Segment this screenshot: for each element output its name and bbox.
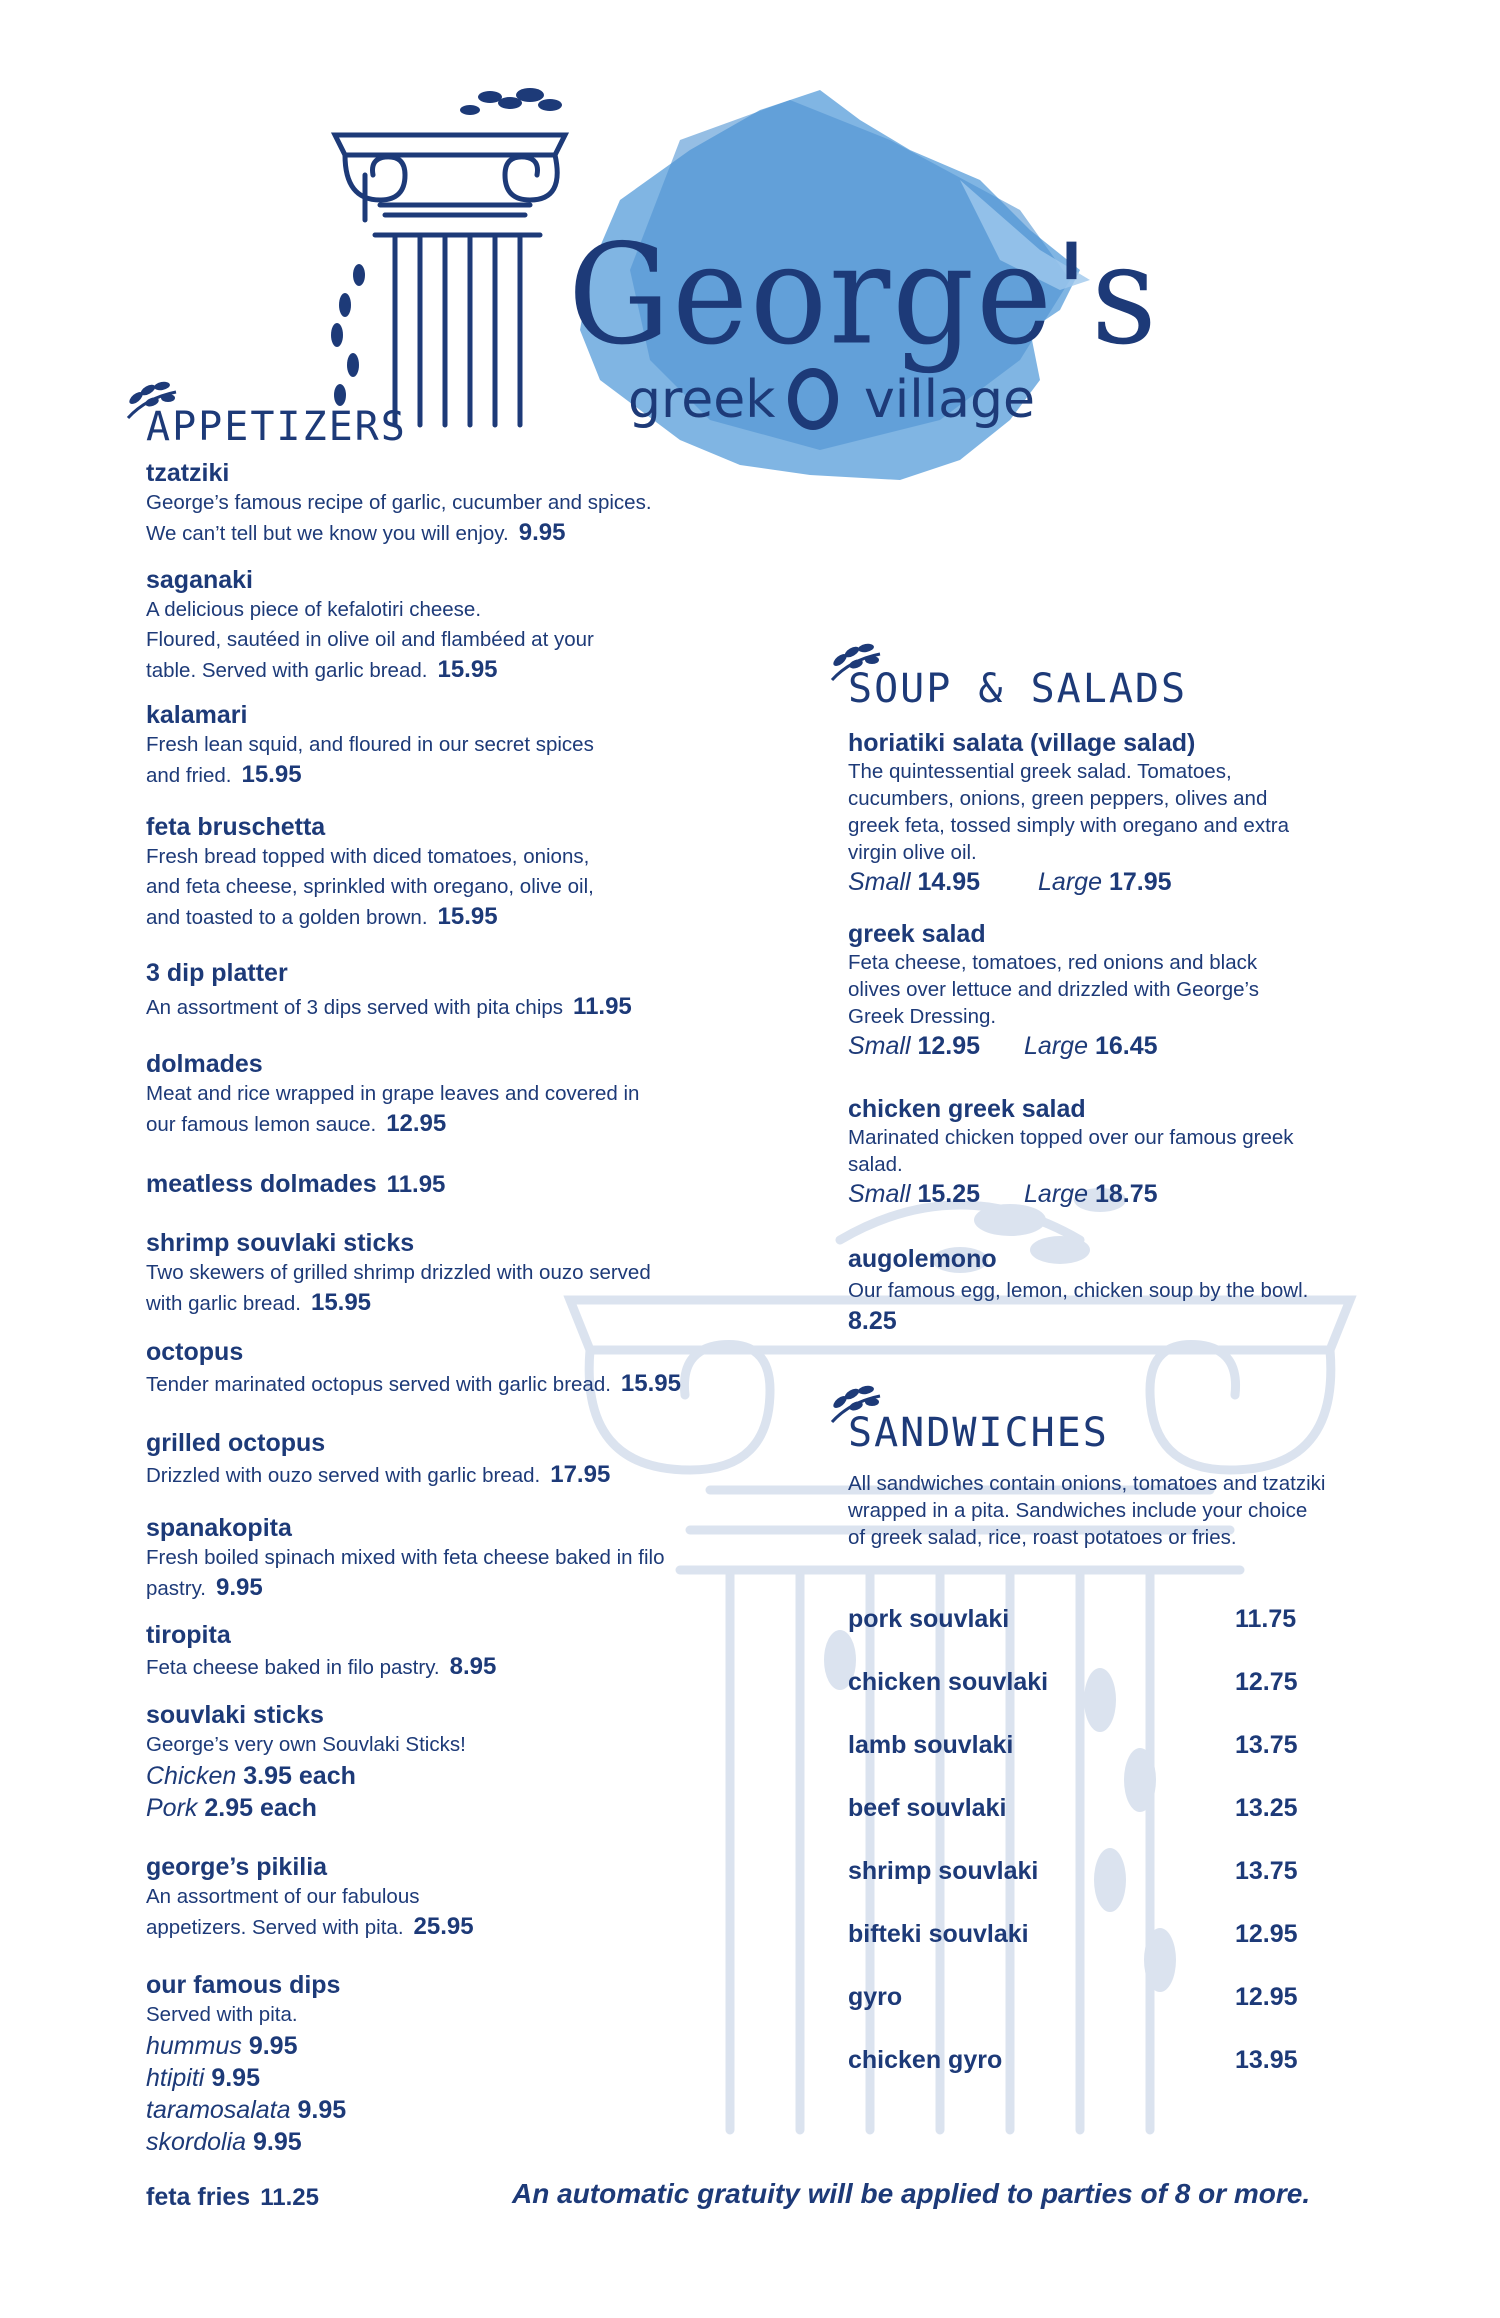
ionic-column-icon: [325, 75, 585, 435]
item-name: george’s pikilia: [146, 1853, 328, 1881]
item-desc: salad.: [848, 1153, 903, 1176]
item-desc: An assortment of 3 dips served with pita chips: [146, 996, 564, 1019]
sandwich-name: gyro: [848, 1983, 903, 2011]
option-label: Chicken: [146, 1762, 237, 1790]
sandwich-row: [848, 2046, 1298, 2082]
item-desc: virgin olive oil.: [848, 841, 977, 864]
menu-item-kalamari: [146, 700, 594, 791]
item-desc: Fresh boiled spinach mixed with feta cheese baked in filo: [146, 1546, 665, 1569]
item-price: 11.25: [260, 2184, 319, 2211]
size-label: Small: [848, 1180, 911, 1208]
item-name: feta fries: [146, 2183, 251, 2211]
sandwich-name: pork souvlaki: [848, 1605, 1010, 1633]
restaurant-name: George's: [568, 215, 1159, 376]
restaurant-subtitle-greek: greek: [628, 370, 776, 430]
item-desc: Two skewers of grilled shrimp drizzled with ouzo served: [146, 1261, 651, 1284]
item-name: saganaki: [146, 566, 254, 594]
sandwich-name: bifteki souvlaki: [848, 1920, 1029, 1948]
item-name: tiropita: [146, 1621, 231, 1649]
sandwich-name: chicken gyro: [848, 2046, 1003, 2074]
dip-price: 9.95: [297, 2096, 347, 2124]
dip-name: htipiti: [146, 2064, 205, 2092]
sandwiches-intro: [848, 1470, 1325, 1551]
menu-item-tiropita: [146, 1620, 496, 1683]
menu-item-3-dip-platter: [146, 958, 632, 1023]
item-price: 11.95: [386, 1171, 446, 1198]
sandwich-name: beef souvlaki: [848, 1794, 1007, 1822]
item-desc: Feta cheese, tomatoes, red onions and black: [848, 951, 1258, 974]
sandwich-row: [848, 1857, 1298, 1893]
section-desc: All sandwiches contain onions, tomatoes and tzatziki: [848, 1472, 1326, 1495]
dip-price: 9.95: [248, 2032, 298, 2060]
item-desc: Our famous egg, lemon, chicken soup by the bowl.: [848, 1279, 1309, 1302]
size-label: Large: [1024, 1180, 1088, 1208]
dip-name: taramosalata: [146, 2096, 291, 2124]
menu-item-saganaki: [146, 565, 594, 686]
item-price: 17.95: [550, 1461, 611, 1488]
item-price: 9.95: [216, 1574, 263, 1601]
item-desc: We can’t tell but we know you will enjoy.: [146, 522, 509, 545]
size-price: 18.75: [1094, 1180, 1158, 1208]
size-label: Large: [1038, 868, 1102, 896]
sandwich-price: 13.95: [1235, 2046, 1298, 2074]
sandwich-row: [848, 1920, 1298, 1956]
restaurant-subtitle-village: village: [864, 370, 1035, 430]
item-desc: Tender marinated octopus served with garlic bread.: [146, 1373, 611, 1396]
item-name: 3 dip platter: [146, 959, 288, 987]
item-desc: Fresh lean squid, and floured in our secret spices: [146, 733, 594, 756]
menu-item-shrimp-souvlaki-sticks: [146, 1228, 651, 1319]
size-label: Small: [848, 868, 911, 896]
section-desc: of greek salad, rice, roast potatoes or fries.: [848, 1526, 1237, 1549]
gratuity-note: An automatic gratuity will be applied to parties of 8 or more.: [512, 2178, 1311, 2209]
sandwich-row: [848, 1731, 1298, 1767]
size-price: 15.25: [917, 1180, 981, 1208]
menu-item-dolmades: [146, 1049, 639, 1140]
item-price: 15.95: [620, 1370, 681, 1397]
menu-item-feta-bruschetta: [146, 812, 594, 933]
section-desc: wrapped in a pita. Sandwiches include your choice: [848, 1499, 1308, 1522]
item-price: 8.95: [449, 1653, 497, 1680]
size-price: 17.95: [1108, 868, 1172, 896]
menu-item-grilled-octopus: [146, 1428, 610, 1491]
menu-item-tzatziki: [146, 458, 652, 549]
size-label: Small: [848, 1032, 911, 1060]
sandwich-price: 11.75: [1235, 1605, 1297, 1633]
sandwich-price: 12.95: [1235, 1920, 1298, 1948]
menu-item-spanakopita: [146, 1513, 665, 1604]
item-name: souvlaki sticks: [146, 1701, 324, 1729]
sandwich-row: [848, 1983, 1298, 2019]
item-price: 25.95: [413, 1913, 474, 1940]
item-price: 15.95: [241, 761, 302, 788]
sandwich-price: 13.75: [1235, 1857, 1298, 1885]
option-price: 2.95 each: [204, 1794, 317, 1822]
item-price: 12.95: [386, 1110, 447, 1137]
soup-salads-heading: SOUP & SALADS: [848, 666, 1188, 712]
item-desc: A delicious piece of kefalotiri cheese.: [146, 598, 482, 621]
item-desc: Greek Dressing.: [848, 1005, 997, 1028]
item-desc: and feta cheese, sprinkled with oregano, olive oil,: [146, 875, 594, 898]
item-desc: and fried.: [146, 764, 232, 787]
item-desc: olives over lettuce and drizzled with George’s: [848, 978, 1259, 1001]
item-price: 15.95: [437, 903, 498, 930]
item-name: dolmades: [146, 1050, 263, 1078]
item-desc: George’s very own Souvlaki Sticks!: [146, 1733, 466, 1756]
item-name: octopus: [146, 1338, 244, 1366]
item-desc: George’s famous recipe of garlic, cucumber and spices.: [146, 491, 652, 514]
appetizers-heading: APPETIZERS: [146, 404, 407, 450]
item-name: kalamari: [146, 701, 248, 729]
dip-name: skordolia: [146, 2128, 247, 2156]
sandwich-name: chicken souvlaki: [848, 1668, 1049, 1696]
sandwich-price: 12.95: [1235, 1983, 1298, 2011]
menu-item-horiatiki-salata: [848, 728, 1289, 898]
item-price: 15.95: [437, 656, 498, 683]
menu-item-souvlaki-sticks: [146, 1700, 466, 1824]
option-label: Pork: [146, 1794, 198, 1822]
sandwich-row: [848, 1794, 1298, 1830]
item-desc: Floured, sautéed in olive oil and flambéed at your: [146, 628, 594, 651]
sandwich-price: 13.25: [1235, 1794, 1298, 1822]
dip-price: 9.95: [253, 2128, 302, 2156]
dip-name: hummus: [146, 2032, 242, 2060]
item-name: spanakopita: [146, 1514, 292, 1542]
menu-item-octopus: [146, 1337, 681, 1400]
menu-item-augolemono: [848, 1244, 1308, 1336]
item-desc: appetizers. Served with pita.: [146, 1916, 404, 1939]
item-desc: and toasted to a golden brown.: [146, 906, 428, 929]
item-desc: Served with pita.: [146, 2003, 298, 2026]
item-desc: greek feta, tossed simply with oregano and extra: [848, 814, 1289, 837]
item-desc: our famous lemon sauce.: [146, 1113, 377, 1136]
item-name: shrimp souvlaki sticks: [146, 1229, 415, 1257]
item-name: meatless dolmades: [146, 1170, 377, 1198]
item-desc: Marinated chicken topped over our famous greek: [848, 1126, 1294, 1149]
menu-item-georges-pikilia: [146, 1852, 474, 1943]
item-name: greek salad: [848, 920, 986, 948]
sandwich-name: shrimp souvlaki: [848, 1857, 1039, 1885]
size-price: 12.95: [917, 1032, 981, 1060]
dip-price: 9.95: [211, 2064, 260, 2092]
menu-item-feta-fries: [146, 2182, 319, 2213]
sandwich-row: [848, 1605, 1297, 1641]
item-price: 15.95: [310, 1289, 372, 1316]
sandwich-price: 13.75: [1235, 1731, 1298, 1759]
item-price: 8.25: [848, 1307, 897, 1335]
size-price: 14.95: [917, 868, 981, 896]
option-price: 3.95 each: [243, 1762, 356, 1790]
size-price: 16.45: [1094, 1032, 1158, 1060]
item-name: chicken greek salad: [848, 1095, 1086, 1123]
sandwiches-heading: SANDWICHES: [848, 1410, 1109, 1456]
item-desc: cucumbers, onions, green peppers, olives and: [848, 787, 1268, 810]
sandwich-row: [848, 1668, 1298, 1704]
item-desc: An assortment of our fabulous: [146, 1885, 420, 1908]
item-desc: Fresh bread topped with diced tomatoes, onions,: [146, 845, 590, 868]
size-label: Large: [1024, 1032, 1088, 1060]
item-desc: Feta cheese baked in filo pastry.: [146, 1656, 440, 1679]
item-price: 11.95: [573, 993, 632, 1020]
item-desc: with garlic bread.: [146, 1292, 301, 1315]
item-name: tzatziki: [146, 459, 230, 487]
item-name: grilled octopus: [146, 1429, 326, 1457]
menu-item-greek-salad: [848, 919, 1259, 1062]
item-desc: table. Served with garlic bread.: [146, 659, 428, 682]
menu-item-meatless-dolmades: [146, 1169, 445, 1200]
item-desc: Drizzled with ouzo served with garlic bread.: [146, 1464, 541, 1487]
menu-item-chicken-greek-salad: [848, 1094, 1294, 1210]
item-name: our famous dips: [146, 1971, 341, 1999]
item-price: 9.95: [518, 519, 566, 546]
item-desc: pastry.: [146, 1577, 206, 1600]
item-name: horiatiki salata (village salad): [848, 729, 1196, 757]
item-name: augolemono: [848, 1245, 997, 1273]
item-desc: The quintessential greek salad. Tomatoes,: [848, 760, 1232, 783]
sandwich-name: lamb souvlaki: [848, 1731, 1014, 1759]
item-name: feta bruschetta: [146, 813, 326, 841]
item-desc: Meat and rice wrapped in grape leaves and covered in: [146, 1082, 640, 1105]
sandwich-price: 12.75: [1235, 1668, 1298, 1696]
menu-item-our-famous-dips: [146, 1970, 346, 2158]
logo-o-ring: [788, 368, 838, 430]
